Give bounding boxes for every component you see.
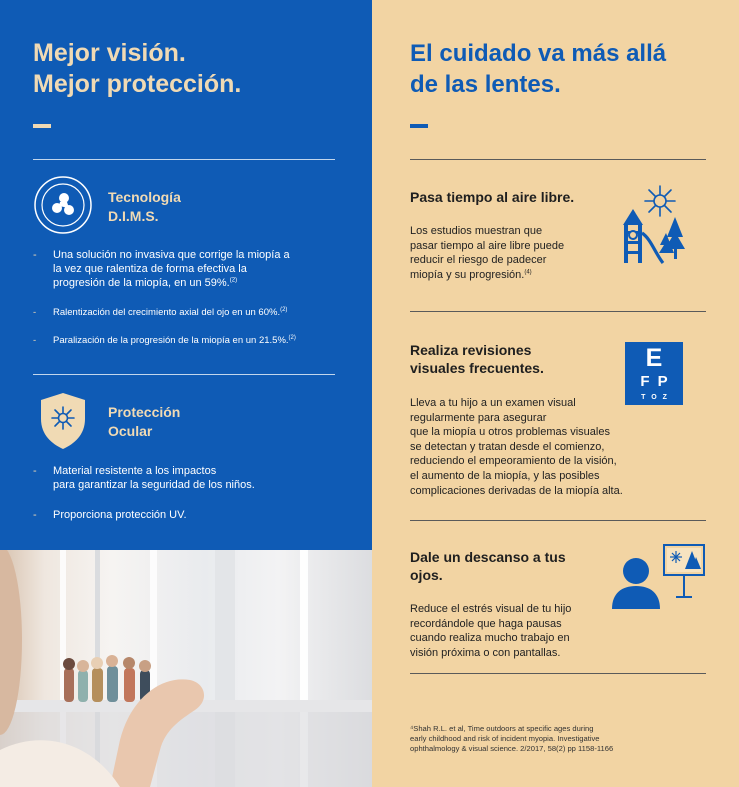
protection-title: Protección Ocular — [108, 404, 181, 439]
person-screen-icon — [610, 543, 710, 611]
divider — [33, 159, 335, 160]
outdoor-body: Los estudios muestran que pasar tiempo al aire libre puede reducir el riesgo de padecer miopía y su progresión.$^{(4)}$ — [410, 225, 565, 281]
list-item: - Material resistente a los impactos para garantizar la seguridad de los niños. — [33, 464, 343, 492]
outdoor-heading: Pasa tiempo al aire libre. — [410, 189, 575, 205]
list-item: - Una solución no invasiva que corrige la miopía a la vez que ralentiza de forma efectiva la progresión de la miopía, en un 59%.$^{(2)}$ — [33, 248, 343, 290]
dims-bullet-list-3 — [33, 334, 343, 348]
rest-body: Reduce el estrés visual de tu hijo recordándole que haga pausas cuando realiza mucho trabajo en visión próxima o con pantallas. — [410, 603, 572, 659]
protection-bullet-list — [33, 464, 343, 492]
rest-heading: Dale un descanso a tus ojos. — [410, 549, 566, 583]
dims-bullet-list — [33, 248, 343, 290]
eye-chart-icon: E FP TOZ — [625, 342, 683, 405]
list-item: - Proporciona protección UV. — [33, 508, 343, 522]
checkup-body: Lleva a tu hijo a un examen visual regularmente para asegurar que la miopía u otros problemas visuales se detectan y tratan desde el comienzo, reduciendo el empeoramiento de la visión, el aumento de la miopía, y las posibles complicaciones derivadas de la miopía alta. — [410, 397, 623, 497]
playground-sun-icon — [619, 183, 691, 267]
checkup-heading: Realiza revisiones visuales frecuentes. — [410, 342, 544, 376]
footnote: ⁴Shah R.L. et al, Time outdoors at specific ages during early childhood and risk of incident myopia. Investigative ophthalmology & visual science. 2/2017, 58(2) pp 1158-1166 — [410, 724, 614, 753]
photo-illustration — [0, 550, 372, 787]
dims-title: Tecnología D.I.M.S. — [108, 189, 181, 224]
divider — [33, 374, 335, 375]
divider — [410, 159, 706, 160]
dims-bullet-list-2 — [33, 306, 343, 320]
right-title: El cuidado va más allá de las lentes. — [410, 40, 667, 98]
title-accent-dash — [410, 124, 428, 128]
left-title: Mejor visión. Mejor protección. — [33, 39, 242, 98]
list-item: - Ralentización del crecimiento axial del ojo en un 60%.$^{(2)}$ — [33, 306, 343, 320]
shield-sun-icon — [39, 391, 87, 451]
right-panel — [372, 0, 739, 787]
protection-bullet-list-2 — [33, 508, 343, 522]
dims-lens-icon — [33, 175, 93, 235]
title-accent-dash — [33, 124, 51, 128]
divider — [410, 311, 706, 312]
child-window-photo — [0, 550, 372, 787]
divider — [410, 673, 706, 674]
divider — [410, 520, 706, 521]
list-item: - Paralización de la progresión de la miopía en un 21.5%.$^{(2)}$ — [33, 334, 343, 348]
left-panel — [0, 0, 372, 550]
